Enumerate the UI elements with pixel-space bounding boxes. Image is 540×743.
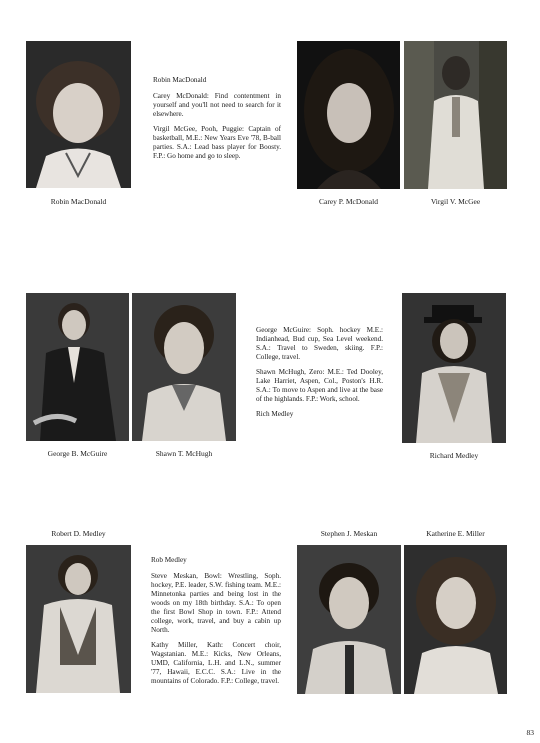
photo-caption: Katherine E. Miller — [426, 529, 485, 538]
photo-caption: Carey P. McDonald — [319, 197, 378, 206]
photo-caption: Robert D. Medley — [51, 529, 106, 538]
portrait-carey-mcdonald — [297, 41, 400, 189]
bio-text: Steve Meskan, Bowl: Wrestling, Soph. hockey, P.E. leader, S.W. fishing team. M.E.: Minnetonka parties and being lost in the woods on my 18th birthday. S.A.: To open the first Bowl Shop in town. F.P.: Attend college, work, travel, and buy a cabin up North. — [151, 572, 281, 634]
portrait-shawn-mchugh — [132, 293, 236, 441]
portrait-katherine-miller — [404, 545, 507, 694]
photo-caption: Virgil V. McGee — [430, 197, 481, 206]
portrait-robert-medley — [26, 545, 131, 693]
bio-text: Kathy Miller, Kath: Concert choir, Wagstanian. M.E.: Kicks, New Orleans, UMD, California, L.H. and L.N., summer '77, Hawaii, E.C.C. S.A.: Live in the mountains of Colorado. F.P.: College, travel. — [151, 641, 281, 685]
page-number: 83 — [526, 728, 534, 737]
bio-block — [256, 326, 383, 425]
photo-caption: George B. McGuire — [47, 449, 108, 458]
photo-caption: Shawn T. McHugh — [155, 449, 213, 458]
photo-caption: Richard Medley — [429, 451, 479, 460]
portrait-robin-macdonald — [26, 41, 131, 188]
bio-text: George McGuire: Soph. hockey M.E.: Indianhead, Bud cup, Sea Level weekend. S.A.: Travel to Sweden, skiing. F.P.: College, travel. — [256, 326, 383, 361]
bio-text: Virgil McGee, Pooh, Puggie: Captain of basketball, M.E.: New Years Eve '78, B-ball parties. S.A.: Lead bass player for Boosty. F.P.: Go home and go to sleep. — [153, 125, 281, 160]
photo-caption: Robin MacDonald — [50, 197, 107, 206]
portrait-george-mcguire — [26, 293, 129, 441]
bio-block — [151, 556, 281, 692]
portrait-stephen-meskan — [297, 545, 401, 694]
bio-text: Shawn McHugh, Zero: M.E.: Ted Dooley, Lake Harriet, Aspen, Col., Poston's H.R. S.A.: To move to Aspen and live at the base of the highlands. F.P.: Work, school. — [256, 368, 383, 403]
bio-block — [153, 76, 281, 167]
bio-name: Rob Medley — [151, 556, 187, 564]
bio-name: Robin MacDonald — [153, 76, 207, 84]
bio-name: Rich Medley — [256, 410, 294, 418]
bio-text: Carey McDonald: Find contentment in yourself and you'll not need to search for it elsewhere. — [153, 92, 281, 118]
portrait-richard-medley — [402, 293, 506, 443]
photo-caption: Stephen J. Meskan — [320, 529, 378, 538]
portrait-virgil-mcgee — [404, 41, 507, 189]
